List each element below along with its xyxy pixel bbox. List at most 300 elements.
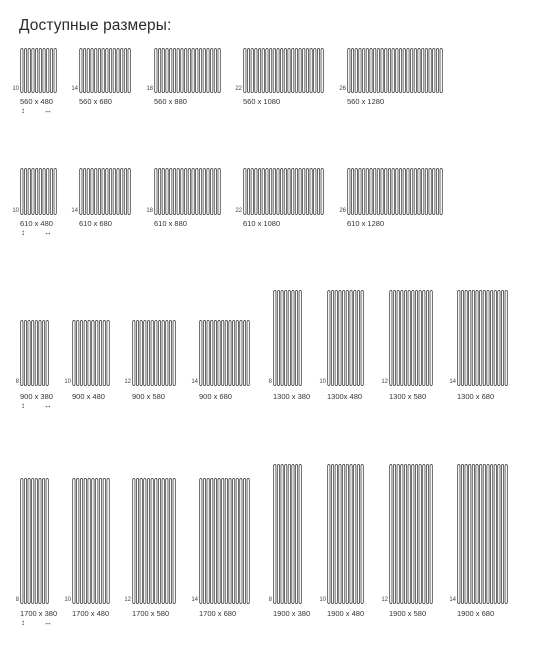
radiator-tube (155, 49, 157, 93)
radiator-tube (98, 169, 100, 215)
radiator-tube (158, 479, 160, 604)
radiator-tube (269, 169, 271, 215)
radiator-tube (155, 479, 157, 604)
radiator-diagram (72, 320, 110, 386)
section-count: 10 (64, 597, 71, 603)
radiator-tube (292, 49, 294, 93)
radiator-tube (184, 49, 186, 93)
radiator-diagram (20, 320, 49, 386)
size-label: 560 x 680 (79, 97, 112, 106)
radiator-tube (36, 49, 38, 93)
section-count: 18 (146, 208, 153, 214)
section-count: 14 (71, 208, 78, 214)
radiator-diagram (20, 48, 57, 93)
radiator-tube (47, 49, 49, 93)
size-label: 900 x 380 (20, 392, 53, 401)
radiator-tube (426, 465, 428, 604)
radiator-tube (343, 291, 345, 386)
radiator-tube (188, 49, 190, 93)
radiator-tube (43, 169, 45, 215)
radiator-tube (408, 465, 410, 604)
radiator-diagram (20, 168, 57, 215)
radiator-tube (357, 465, 359, 604)
radiator-tube (166, 169, 168, 215)
radiator-tube (419, 465, 421, 604)
radiator-tube (240, 321, 242, 386)
radiator-tube (505, 465, 507, 604)
radiator-tube (24, 321, 26, 386)
radiator-tube (147, 479, 149, 604)
radiator-tube (277, 49, 279, 93)
radiator-tube (483, 291, 485, 386)
section-count: 10 (319, 379, 326, 385)
radiator-diagram (243, 168, 324, 215)
radiator-tube (346, 291, 348, 386)
radiator-tube (54, 49, 56, 93)
radiator-tube (266, 169, 268, 215)
radiator-tube (162, 479, 164, 604)
height-arrow-icon: ↕ (21, 401, 25, 410)
size-label: 610 x 1280 (347, 219, 385, 228)
radiator-tube (414, 49, 416, 93)
radiator-tube (281, 465, 283, 604)
radiator-tube (377, 169, 379, 215)
radiator-tube (295, 169, 297, 215)
section-count: 8 (268, 597, 272, 603)
radiator-tube (281, 291, 283, 386)
radiator-tube (39, 49, 41, 93)
radiator-tube (306, 49, 308, 93)
radiator-tube (251, 49, 253, 93)
radiator-tube (426, 291, 428, 386)
radiator-tube (35, 321, 37, 386)
radiator-tube (262, 169, 264, 215)
radiator-tube (440, 169, 442, 215)
radiator-tube (281, 169, 283, 215)
radiator-tube (21, 49, 23, 93)
radiator-tube (401, 291, 403, 386)
radiator-tube (357, 291, 359, 386)
radiator-tube (472, 465, 474, 604)
radiator-tube (392, 49, 394, 93)
radiator-tube (425, 49, 427, 93)
radiator-tube (218, 479, 220, 604)
radiator-tube (350, 291, 352, 386)
size-label: 900 x 480 (72, 392, 105, 401)
radiator-tube (140, 321, 142, 386)
radiator-tube (166, 321, 168, 386)
radiator-tube (32, 169, 34, 215)
radiator-tube (121, 49, 123, 93)
radiator-tube (106, 169, 108, 215)
radiator-tube (91, 49, 93, 93)
section-count: 10 (12, 86, 19, 92)
radiator-tube (436, 49, 438, 93)
radiator-tube (388, 169, 390, 215)
radiator-diagram (327, 464, 364, 604)
radiator-tube (232, 479, 234, 604)
radiator-diagram (79, 48, 131, 93)
radiator-tube (32, 321, 34, 386)
radiator-tube (199, 169, 201, 215)
radiator-tube (214, 479, 216, 604)
radiator-tube (147, 321, 149, 386)
width-arrow-icon: ↔ (44, 401, 52, 410)
radiator-tube (214, 321, 216, 386)
radiator-tube (472, 291, 474, 386)
section-count: 14 (191, 597, 198, 603)
radiator-tube (317, 49, 319, 93)
radiator-tube (162, 321, 164, 386)
radiator-tube (113, 169, 115, 215)
radiator-tube (240, 479, 242, 604)
size-label: 560 x 880 (154, 97, 187, 106)
size-label: 610 x 1080 (243, 219, 281, 228)
radiator-tube (124, 169, 126, 215)
size-label: 560 x 1280 (347, 97, 385, 106)
radiator-tube (370, 49, 372, 93)
section-count: 12 (381, 597, 388, 603)
width-arrow-icon: ↔ (44, 106, 52, 115)
radiator-tube (158, 49, 160, 93)
radiator-tube (229, 479, 231, 604)
radiator-tube (303, 49, 305, 93)
radiator-tube (173, 49, 175, 93)
size-label: 1900 x 480 (327, 609, 365, 618)
radiator-tube (366, 169, 368, 215)
radiator-tube (288, 291, 290, 386)
page-title: Доступные размеры: (19, 17, 172, 34)
radiator-tube (92, 479, 94, 604)
radiator-tube (151, 479, 153, 604)
radiator-tube (461, 465, 463, 604)
size-label: 1300x 480 (327, 392, 363, 401)
radiator-tube (99, 321, 101, 386)
radiator-tube (95, 169, 97, 215)
size-label: 1900 x 680 (457, 609, 495, 618)
size-label: 1700 x 380 (20, 609, 58, 618)
radiator-tube (251, 169, 253, 215)
radiator-tube (423, 465, 425, 604)
radiator-tube (117, 49, 119, 93)
radiator-tube (393, 291, 395, 386)
radiator-tube (498, 291, 500, 386)
radiator-diagram (199, 478, 250, 604)
radiator-tube (396, 49, 398, 93)
radiator-diagram (389, 290, 433, 386)
radiator-diagram (457, 464, 508, 604)
radiator-tube (247, 479, 249, 604)
radiator-tube (140, 479, 142, 604)
radiator-tube (21, 479, 23, 604)
radiator-tube (188, 169, 190, 215)
radiator-tube (203, 321, 205, 386)
radiator-tube (232, 321, 234, 386)
radiator-tube (335, 291, 337, 386)
radiator-tube (469, 291, 471, 386)
radiator-tube (285, 465, 287, 604)
radiator-tube (128, 49, 130, 93)
radiator-tube (92, 321, 94, 386)
radiator-tube (310, 49, 312, 93)
size-label: 1300 x 380 (273, 392, 311, 401)
section-count: 10 (319, 597, 326, 603)
radiator-tube (77, 321, 79, 386)
section-count: 14 (71, 86, 78, 92)
radiator-tube (487, 465, 489, 604)
radiator-tube (374, 49, 376, 93)
radiator-tube (39, 321, 41, 386)
section-count: 18 (146, 86, 153, 92)
radiator-diagram (199, 320, 250, 386)
radiator-tube (151, 321, 153, 386)
radiator-tube (299, 291, 301, 386)
radiator-tube (83, 49, 85, 93)
radiator-tube (348, 49, 350, 93)
radiator-tube (225, 321, 227, 386)
radiator-tube (42, 321, 44, 386)
radiator-tube (281, 49, 283, 93)
section-count: 8 (15, 597, 19, 603)
radiator-tube (207, 479, 209, 604)
radiator-tube (117, 169, 119, 215)
size-label: 1900 x 580 (389, 609, 427, 618)
radiator-tube (87, 49, 89, 93)
radiator-tube (362, 169, 364, 215)
radiator-tube (469, 465, 471, 604)
radiator-tube (393, 465, 395, 604)
radiator-tube (136, 479, 138, 604)
radiator-tube (207, 321, 209, 386)
radiator-tube (317, 169, 319, 215)
radiator-tube (458, 465, 460, 604)
radiator-tube (292, 169, 294, 215)
radiator-tube (408, 291, 410, 386)
radiator-tube (429, 169, 431, 215)
radiator-tube (177, 169, 179, 215)
size-label: 900 x 580 (132, 392, 165, 401)
radiator-tube (32, 49, 34, 93)
radiator-tube (359, 169, 361, 215)
radiator-tube (425, 169, 427, 215)
radiator-tube (381, 49, 383, 93)
radiator-tube (390, 465, 392, 604)
radiator-tube (331, 465, 333, 604)
radiator-tube (359, 49, 361, 93)
radiator-tube (277, 291, 279, 386)
radiator-tube (366, 49, 368, 93)
radiator-tube (91, 169, 93, 215)
radiator-tube (229, 321, 231, 386)
radiator-tube (361, 291, 363, 386)
section-count: 12 (124, 379, 131, 385)
radiator-tube (351, 49, 353, 93)
radiator-tube (80, 321, 82, 386)
radiator-tube (103, 479, 105, 604)
radiator-tube (200, 321, 202, 386)
radiator-tube (170, 49, 172, 93)
radiator-tube (211, 321, 213, 386)
radiator-tube (295, 291, 297, 386)
radiator-tube (404, 465, 406, 604)
radiator-tube (211, 479, 213, 604)
radiator-tube (43, 49, 45, 93)
radiator-tube (181, 49, 183, 93)
radiator-tube (306, 169, 308, 215)
radiator-tube (343, 465, 345, 604)
radiator-tube (109, 169, 111, 215)
radiator-tube (412, 465, 414, 604)
radiator-tube (98, 49, 100, 93)
radiator-tube (244, 49, 246, 93)
radiator-tube (396, 169, 398, 215)
radiator-diagram (243, 48, 324, 93)
radiator-diagram (132, 320, 176, 386)
section-count: 14 (449, 379, 456, 385)
radiator-tube (355, 169, 357, 215)
radiator-tube (436, 169, 438, 215)
radiator-tube (433, 169, 435, 215)
radiator-tube (407, 169, 409, 215)
radiator-tube (133, 479, 135, 604)
radiator-tube (173, 321, 175, 386)
radiator-tube (266, 49, 268, 93)
size-label: 560 x 480 (20, 97, 53, 106)
radiator-tube (247, 321, 249, 386)
section-count: 10 (64, 379, 71, 385)
radiator-tube (28, 479, 30, 604)
radiator-tube (490, 465, 492, 604)
radiator-tube (46, 321, 48, 386)
radiator-tube (192, 169, 194, 215)
radiator-tube (407, 49, 409, 93)
radiator-tube (273, 169, 275, 215)
radiator-tube (328, 465, 330, 604)
radiator-tube (200, 479, 202, 604)
radiator-diagram (79, 168, 131, 215)
radiator-tube (113, 49, 115, 93)
radiator-tube (28, 321, 30, 386)
section-count: 22 (235, 208, 242, 214)
radiator-tube (106, 49, 108, 93)
radiator-tube (243, 321, 245, 386)
radiator-tube (46, 479, 48, 604)
radiator-tube (255, 49, 257, 93)
radiator-tube (397, 465, 399, 604)
radiator-tube (388, 49, 390, 93)
radiator-tube (169, 321, 171, 386)
radiator-tube (351, 169, 353, 215)
radiator-tube (87, 169, 89, 215)
radiator-tube (370, 169, 372, 215)
radiator-tube (203, 49, 205, 93)
radiator-tube (321, 169, 323, 215)
radiator-tube (21, 321, 23, 386)
radiator-tube (321, 49, 323, 93)
radiator-tube (173, 479, 175, 604)
radiator-diagram (132, 478, 176, 604)
radiator-tube (39, 479, 41, 604)
radiator-tube (415, 291, 417, 386)
size-label: 610 x 880 (154, 219, 187, 228)
radiator-tube (207, 169, 209, 215)
radiator-tube (80, 479, 82, 604)
radiator-tube (277, 169, 279, 215)
section-count: 14 (191, 379, 198, 385)
radiator-tube (80, 169, 82, 215)
radiator-tube (24, 49, 26, 93)
radiator-tube (144, 479, 146, 604)
radiator-tube (273, 49, 275, 93)
section-count: 12 (381, 379, 388, 385)
size-label: 1300 x 580 (389, 392, 427, 401)
radiator-tube (247, 49, 249, 93)
radiator-tube (211, 169, 213, 215)
width-arrow-icon: ↔ (44, 228, 52, 237)
size-label: 900 x 680 (199, 392, 232, 401)
radiator-diagram (389, 464, 433, 604)
radiator-tube (314, 49, 316, 93)
radiator-tube (430, 291, 432, 386)
radiator-tube (84, 479, 86, 604)
radiator-tube (155, 169, 157, 215)
radiator-tube (42, 479, 44, 604)
section-count: 12 (124, 597, 131, 603)
size-label: 610 x 680 (79, 219, 112, 228)
radiator-tube (155, 321, 157, 386)
radiator-tube (410, 169, 412, 215)
radiator-tube (339, 291, 341, 386)
height-arrow-icon: ↕ (21, 106, 25, 115)
radiator-tube (88, 479, 90, 604)
radiator-tube (21, 169, 23, 215)
radiator-tube (184, 169, 186, 215)
radiator-tube (494, 291, 496, 386)
radiator-tube (498, 465, 500, 604)
radiator-tube (203, 479, 205, 604)
radiator-tube (47, 169, 49, 215)
radiator-tube (381, 169, 383, 215)
radiator-diagram (273, 290, 302, 386)
radiator-tube (36, 169, 38, 215)
radiator-tube (483, 465, 485, 604)
radiator-tube (28, 169, 30, 215)
radiator-tube (144, 321, 146, 386)
radiator-tube (166, 49, 168, 93)
radiator-diagram (72, 478, 110, 604)
radiator-tube (299, 169, 301, 215)
radiator-diagram (327, 290, 364, 386)
radiator-tube (162, 169, 164, 215)
radiator-tube (218, 49, 220, 93)
radiator-tube (218, 169, 220, 215)
radiator-tube (403, 169, 405, 215)
radiator-tube (196, 169, 198, 215)
radiator-tube (397, 291, 399, 386)
radiator-tube (177, 49, 179, 93)
section-count: 26 (339, 86, 346, 92)
radiator-tube (501, 465, 503, 604)
radiator-tube (39, 169, 41, 215)
radiator-tube (284, 169, 286, 215)
radiator-tube (170, 169, 172, 215)
radiator-tube (490, 291, 492, 386)
radiator-tube (258, 169, 260, 215)
size-label: 1900 x 380 (273, 609, 311, 618)
radiator-tube (418, 49, 420, 93)
radiator-tube (461, 291, 463, 386)
size-label: 1300 x 680 (457, 392, 495, 401)
